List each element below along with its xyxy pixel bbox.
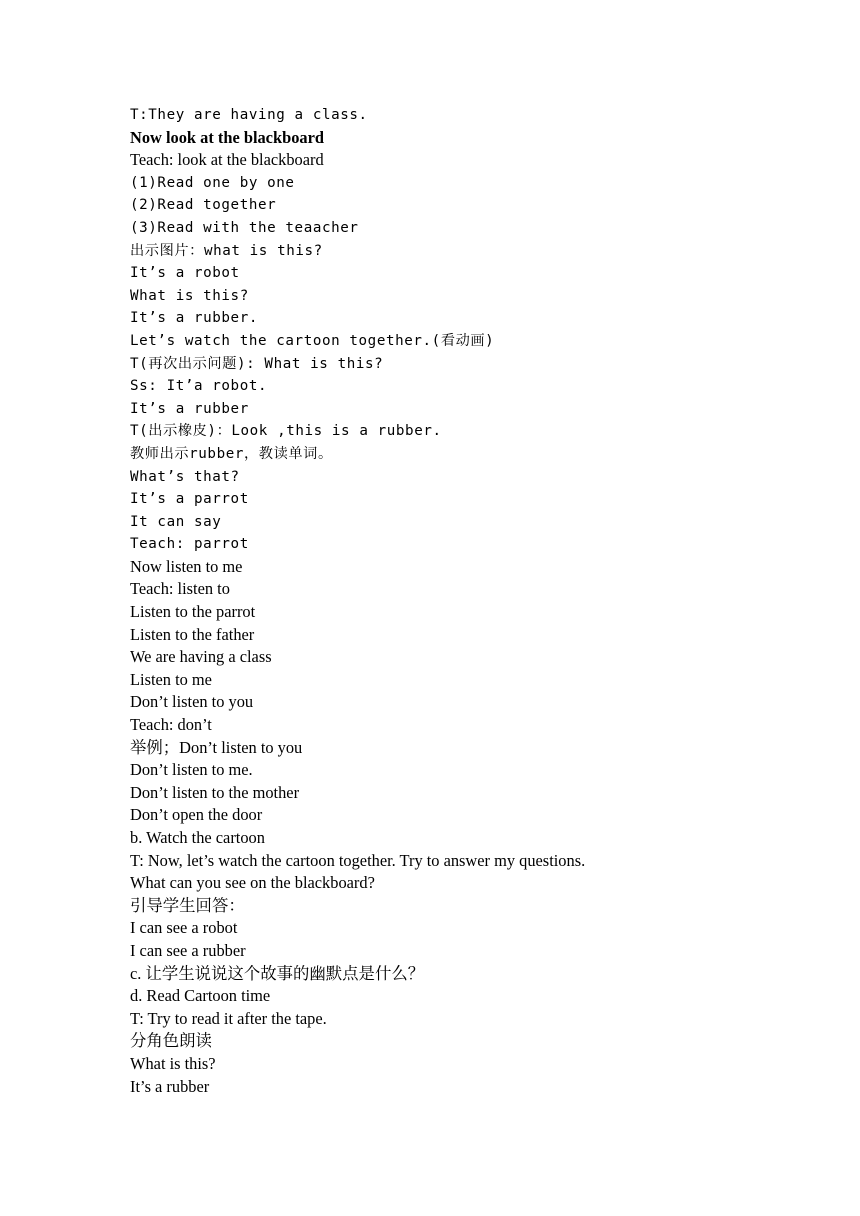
text-line: It’s a rubber	[130, 1076, 210, 1096]
text-line: What is this?	[130, 287, 249, 304]
text-line: I can see a rubber	[130, 940, 246, 960]
text-line: T:They are having a class.	[130, 107, 368, 123]
text-line: T: Now, let’s watch the cartoon together. Try to answer my questions.	[130, 850, 586, 870]
text-line: Teach: listen to	[130, 579, 230, 599]
document-body	[130, 104, 830, 1098]
text-line: It can say	[130, 513, 222, 530]
text-line: We are having a class	[130, 647, 272, 667]
text-line: Ss: It’a robot.	[130, 378, 268, 395]
text-line: Don’t open the door	[130, 805, 263, 825]
text-line: 出示图片：what is this?	[130, 242, 323, 259]
text-line: It’s a rubber	[130, 400, 249, 417]
text-line: Let’s watch the cartoon together.(看动画)	[130, 332, 495, 349]
text-line: What is this?	[130, 1053, 216, 1073]
text-line: It’s a robot	[130, 265, 240, 282]
text-line: Teach: parrot	[130, 536, 249, 553]
text-line: It’s a parrot	[130, 491, 249, 508]
text-line: Don’t listen to you	[130, 692, 254, 712]
text-line: b. Watch the cartoon	[130, 828, 265, 847]
text-line: d. Read Cartoon time	[130, 986, 271, 1006]
text-line: T: Try to read it after the tape.	[130, 1008, 327, 1028]
text-line: Now look at the blackboard	[130, 127, 324, 147]
text-line: (3)Read with the teaacher	[130, 219, 359, 236]
text-line: What can you see on the blackboard?	[130, 873, 375, 893]
text-line: Teach: look at the blackboard	[130, 150, 324, 170]
text-line: Teach: don’t	[130, 715, 212, 735]
text-line: 引导学生回答：	[130, 895, 245, 915]
text-line: Listen to me	[130, 669, 212, 689]
text-line: Don’t listen to me.	[130, 760, 253, 780]
text-line: (1)Read one by one	[130, 174, 295, 191]
text-line: What’s that?	[130, 468, 240, 485]
text-line: Listen to the father	[130, 624, 255, 644]
text-line: Listen to the parrot	[130, 602, 256, 622]
text-line: (2)Read together	[130, 197, 277, 214]
text-line: c. 让学生说说这个故事的幽默点是什么？	[130, 963, 425, 983]
text-line: 举例；Don’t listen to you	[130, 737, 303, 757]
text-line: T(再次出示问题): What is this?	[130, 355, 384, 372]
text-line: I can see a robot	[130, 918, 238, 938]
text-line: T(出示橡皮)：Look ,this is a rubber.	[130, 423, 442, 440]
text-line: 教师出示rubber，教读单词。	[130, 445, 333, 462]
text-line: 分角色朗读	[130, 1031, 212, 1051]
text-line: It’s a rubber.	[130, 310, 258, 327]
text-line: Don’t listen to the mother	[130, 782, 300, 802]
text-line: Now listen to me	[130, 556, 243, 576]
